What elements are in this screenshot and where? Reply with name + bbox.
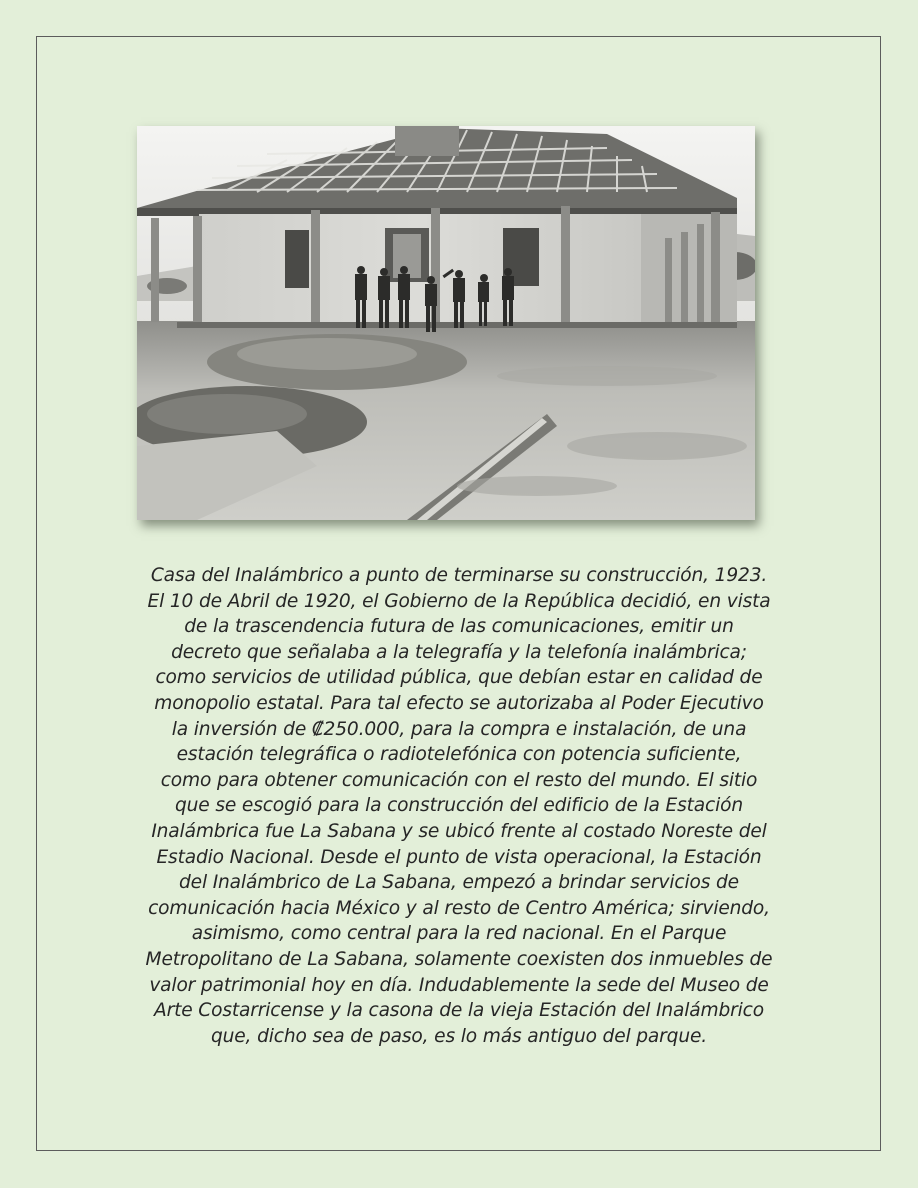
- caption-line: como para obtener comunicación con el resto del mundo. El sitio: [160, 769, 758, 791]
- dirt-mound-front-top: [147, 394, 307, 434]
- window-left: [285, 230, 309, 288]
- caption-line: Estadio Nacional. Desde el punto de vista operacional, la Estación: [156, 846, 762, 868]
- porch-right: [641, 214, 737, 326]
- caption-line: de la trascendencia futura de las comunicaciones, emitir un: [184, 616, 734, 638]
- caption-line: Casa del Inalámbrico a punto de terminarse su construcción, 1923.: [150, 565, 768, 586]
- caption-line: la inversión de ₡250.000, para la compra e instalación, de una: [171, 718, 747, 740]
- photo-caption: [96, 563, 822, 1049]
- caption-line: como servicios de utilidad pública, que debían estar en calidad de: [155, 667, 763, 689]
- photo-illustration: [137, 126, 755, 520]
- caption-line: monopolio estatal. Para tal efecto se autorizaba al Poder Ejecutivo: [154, 692, 764, 714]
- caption-line: asimismo, como central para la red nacional. En el Parque: [191, 923, 727, 945]
- caption-line: estación telegráfica o radiotelefónica con potencia suficiente,: [176, 744, 742, 766]
- caption-line: comunicación hacia México y al resto de Centro América; sirviendo,: [148, 897, 770, 919]
- caption-line: Metropolitano de La Sabana, solamente coexisten dos inmuebles de: [145, 948, 773, 970]
- caption-line: decreto que señalaba a la telegrafía y la telefonía inalámbrica;: [171, 641, 747, 663]
- caption-line: valor patrimonial hoy en día. Indudablemente la sede del Museo de: [149, 974, 769, 996]
- caption-line: del Inalámbrico de La Sabana, empezó a brindar servicios de: [179, 872, 739, 894]
- dirt-mound-top: [237, 338, 417, 370]
- caption-line: El 10 de Abril de 1920, el Gobierno de la República decidió, en vista: [147, 590, 771, 612]
- caption-line: Inalámbrica fue La Sabana y se ubicó frente al costado Noreste del: [151, 820, 767, 842]
- caption-line: que, dicho sea de paso, es lo más antiguo del parque.: [210, 1025, 708, 1047]
- caption-line: que se escogió para la construcción del edificio de la Estación: [174, 795, 743, 817]
- roof-gable: [395, 126, 459, 156]
- historical-photo: [137, 126, 755, 520]
- caption-line: Arte Costarricense y la casona de la vieja Estación del Inalámbrico: [154, 1000, 764, 1022]
